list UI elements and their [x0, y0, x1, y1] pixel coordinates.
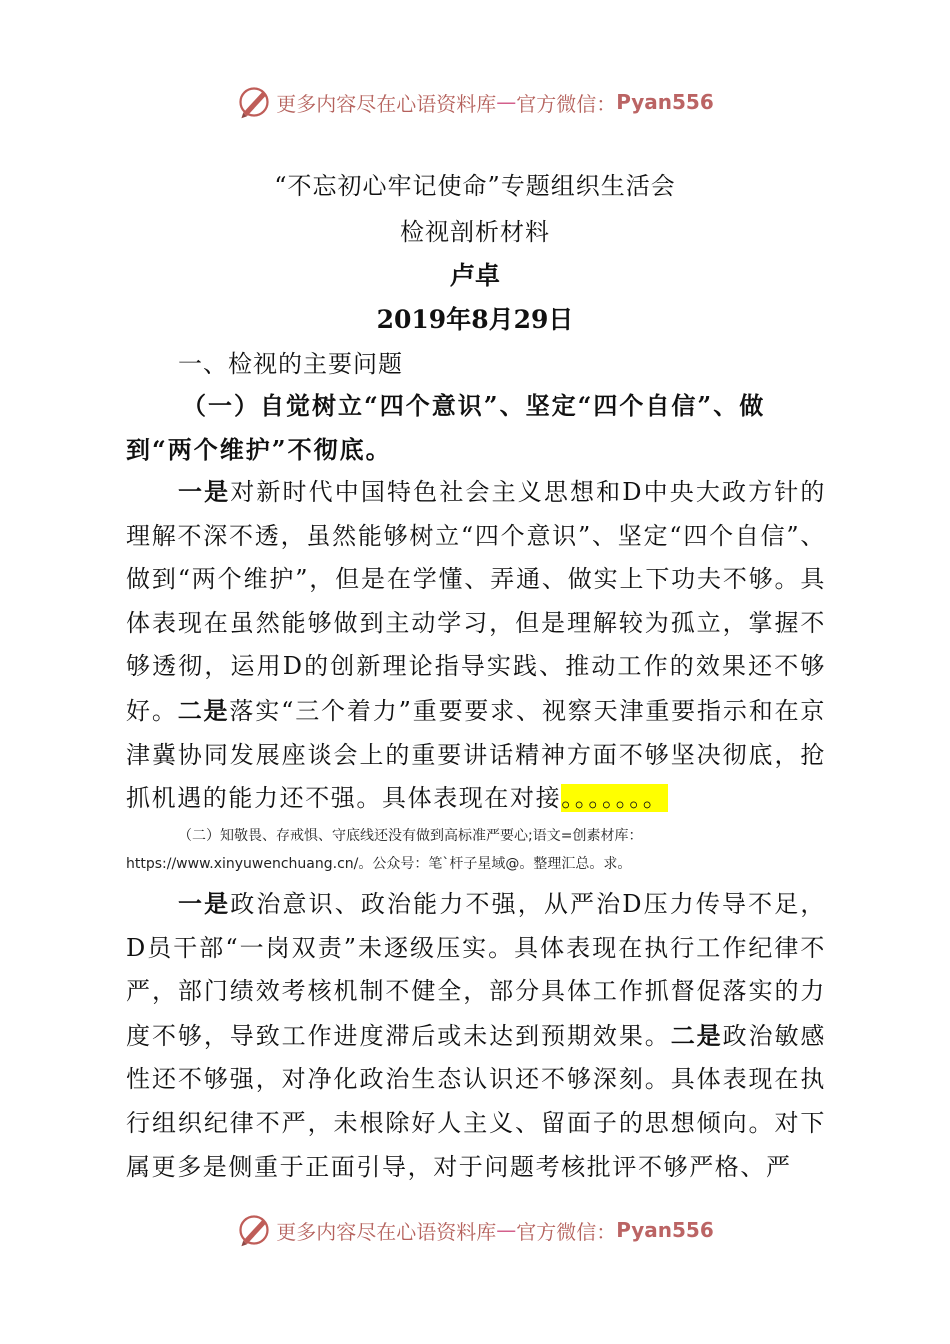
paragraph-2 [126, 882, 826, 1189]
p2-lead-1: 一是 [178, 889, 231, 918]
p1-lead-1: 一是 [178, 477, 231, 506]
watermark-wechat-label: 官方微信： [516, 91, 617, 116]
doc-title-line2: 检视剖析材料 [400, 218, 550, 246]
watermark-text: 更多内容尽在心语资料库 [276, 1219, 497, 1244]
paragraph-1 [126, 470, 826, 821]
doc-author: 卢卓 [449, 261, 500, 290]
watermark-wechat-id: Pyan556 [616, 90, 714, 114]
watermark-banner-top [0, 82, 950, 122]
watermark-dash: — [496, 90, 517, 114]
doc-title-line1: “不忘初心牢记使命”专题组织生活会 [274, 172, 676, 200]
source-note: （二）知敬畏、存戒惧、守底线还没有做到高标准严要心;语文=创素材库：https://www.xinyuwenchuang.cn/。公众号：笔`杆子星域@。整理汇总。求。 [126, 828, 643, 872]
p2-text-1: 政治意识、政治能力不强，从严治D压力传导不足，D员干部“一岗双责”未逐级压实。具体表现在执行工作纪律不严，部门绩效考核机制不健全，部分具体工作抓督促落实的力度不够，导致工作进度滞后或未达到预期效果。 [126, 890, 826, 1050]
pen-logo-icon [236, 84, 272, 120]
doc-date: 2019年8月29日 [376, 305, 574, 334]
p1-text-2: 落实“三个着力”重要要求、视察天津重要指示和在京津冀协同发展座谈会上的重要讲话精神方面不够坚决彻底，抢抓机遇的能力还不强。具体表现在对接 [126, 696, 827, 813]
highlighted-ellipsis: 。。。。。。。 [561, 784, 669, 813]
p1-text-1: 对新时代中国特色社会主义思想和D中央大政方针的理解不深不透，虽然能够树立“四个意识”、坚定“四个自信”、做到“两个维护”，但是在学懂、弄通、做实上下功夫不够。具体表现在虽然能够做到主动学习，但是理解较为孤立，掌握不够透彻，运用D的创新理论指导实践、推动工作的效果还不够好。 [126, 478, 826, 725]
watermark-wechat-label: 官方微信： [516, 1219, 617, 1244]
p1-lead-2: 二是 [177, 695, 230, 725]
p2-text-2: 政治敏感性还不够强，对净化政治生态认识还不够深刻。具体表现在执行组织纪律不严，未根除好人主义、留面子的思想倾向。对下属更多是侧重于正面引导，对于问题考核批评不够严格、严 [126, 1021, 827, 1181]
watermark-dash: — [496, 1218, 517, 1242]
p2-lead-2: 二是 [670, 1020, 723, 1050]
subsection-heading: （一）自觉树立“四个意识”、坚定“四个自信”、做到“两个维护”不彻底。 [126, 391, 766, 464]
section-heading: 一、检视的主要问题 [178, 350, 403, 378]
pen-logo-icon [236, 1212, 272, 1248]
watermark-banner-bottom [0, 1210, 950, 1250]
watermark-wechat-id: Pyan556 [616, 1218, 714, 1242]
watermark-text: 更多内容尽在心语资料库 [276, 91, 497, 116]
